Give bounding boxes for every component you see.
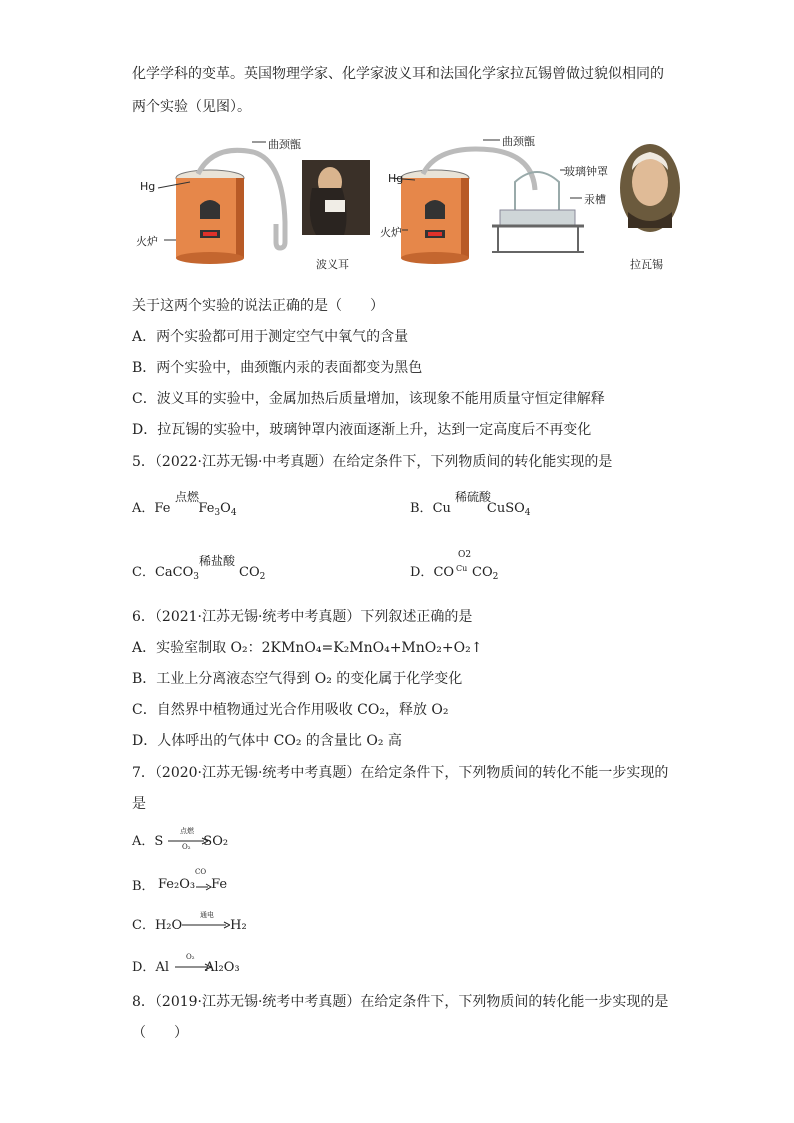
q7-b-cond-top: CO [195, 868, 207, 876]
q5-d-condition-bottom: Cu [456, 564, 468, 573]
q5-a-sub1: 3 [214, 508, 221, 518]
q7-d-letter: D． [132, 960, 156, 975]
boyle-portrait [302, 160, 370, 235]
q8-stem: 8．（2019·江苏无锡·统考中考真题）在给定条件下，下列物质间的转化能一步实现的是 [132, 994, 669, 1010]
q7-c-product: H₂ [230, 918, 247, 933]
left-furnace-label: 火炉 [136, 235, 158, 248]
bell-jar-apparatus [492, 172, 584, 252]
q5-c-letter: C． [132, 565, 155, 580]
q4-option-d: D．拉瓦锡的实验中，玻璃钟罩内液面逐渐上升，达到一定高度后不再变化 [132, 422, 592, 438]
q5-b-condition: 稀硫酸 [455, 490, 492, 504]
intro-line-1: 化学学科的变革。英国物理学家、化学家波义耳和法国化学家拉瓦锡曾做过貌似相同的 [132, 66, 664, 82]
bell-jar-label: 玻璃钟罩 [564, 165, 608, 178]
q6-option-a: A．实验室制取 O₂：2KMnO₄=K₂MnO₄+MnO₂+O₂↑ [132, 640, 483, 656]
q7-a-letter: A． [132, 834, 155, 849]
q6-option-b: B．工业上分离液态空气得到 O₂ 的变化属于化学变化 [132, 671, 463, 687]
q5-c-reactant: CaCO [154, 565, 194, 580]
q5-stem: 5．（2022·江苏无锡·中考真题）在给定条件下，下列物质间的转化能实现的是 [132, 454, 613, 470]
trough-label: 汞槽 [584, 193, 606, 206]
lavoisier-portrait [620, 144, 680, 232]
q5-b-reactant: Cu [432, 501, 451, 516]
q7-b-product: Fe [211, 877, 228, 892]
q5-a-sub2: 4 [230, 508, 237, 518]
q7-d-arrow [175, 961, 211, 973]
q5-a-product: Fe [198, 501, 215, 516]
q5-c-sub2: 2 [259, 572, 266, 582]
q4-option-a: A．两个实验都可用于测定空气中氧气的含量 [132, 329, 409, 345]
q5-a-condition: 点燃 [175, 490, 200, 504]
q5-c-condition: 稀盐酸 [199, 554, 236, 568]
q5-d-product: CO [472, 565, 493, 580]
q7-c-arrow [182, 919, 230, 931]
q5-d-condition-top [458, 550, 471, 560]
q7-d-reactant: Al [155, 960, 169, 975]
right-retort-label: 曲颈甑 [502, 135, 535, 148]
q5-d-o2-sub: 2 [465, 550, 472, 560]
q5-b-letter: B． [410, 501, 433, 516]
q8-answer-paren: （ ） [132, 1025, 188, 1041]
q5-c-sub1: 3 [193, 572, 199, 582]
q7-a-product: SO₂ [203, 834, 229, 849]
q7-b-reactant: Fe₂O₃ [158, 877, 196, 892]
q7-c-reactant: H₂O [154, 918, 183, 933]
q5-d-o2: O [458, 550, 466, 560]
experiment-figure [136, 130, 700, 275]
q5-a-o: O [220, 501, 231, 516]
q7-b-equation [158, 877, 227, 892]
q5-c-product: CO [239, 565, 260, 580]
q7-d-cond-top: O₂ [186, 953, 195, 961]
q5-option-d [410, 561, 498, 582]
right-furnace [401, 170, 469, 264]
q7-a-reactant: S [154, 834, 164, 849]
q7-c-letter: C． [132, 918, 155, 933]
apparatus-illustration [140, 130, 700, 275]
lavoisier-caption: 拉瓦锡 [630, 258, 663, 271]
q6-option-c: C．自然界中植物通过光合作用吸收 CO₂，释放 O₂ [132, 702, 449, 718]
q5-a-letter: A． [132, 501, 155, 516]
left-furnace [176, 170, 244, 264]
q6-stem: 6．（2021·江苏无锡·统考中考真题）下列叙述正确的是 [132, 609, 473, 625]
right-furnace-label: 火炉 [380, 226, 402, 239]
q4-option-c: C．波义耳的实验中，金属加热后质量增加，该现象不能用质量守恒定律解释 [132, 391, 605, 407]
q5-b-product: CuSO [486, 501, 525, 516]
q7-stem-line-2: 是 [132, 796, 146, 812]
q4-option-b: B．两个实验中，曲颈甑内汞的表面都变为黑色 [132, 360, 423, 376]
right-hg-label: Hg [388, 172, 404, 185]
q4-stem: 关于这两个实验的说法正确的是（ ） [132, 298, 384, 314]
q5-a-reactant: Fe [154, 501, 171, 516]
q7-stem-line-1: 7．（2020·江苏无锡·统考中考真题）在给定条件下，下列物质间的转化不能一步实现的 [132, 765, 669, 781]
left-retort-label: 曲颈甑 [268, 138, 301, 151]
q7-b-letter: B． [132, 879, 155, 894]
q5-b-sub: 4 [524, 508, 531, 518]
left-hg-label: Hg [140, 180, 156, 193]
q7-d-product: Al₂O₃ [204, 960, 240, 975]
q5-d-reactant: CO [433, 565, 455, 580]
q7-c-cond-top: 通电 [200, 911, 214, 919]
q7-option-b [132, 875, 155, 894]
q5-d-letter: D． [410, 565, 434, 580]
q6-option-d: D．人体呼出的气体中 CO₂ 的含量比 O₂ 高 [132, 733, 402, 749]
q7-a-cond-top: 点燃 [180, 827, 194, 835]
q7-b-arrow [196, 881, 212, 893]
intro-line-2: 两个实验（见图）。 [132, 99, 251, 115]
q7-a-cond-bottom: O₂ [182, 843, 191, 851]
q5-d-sub: 2 [492, 572, 499, 582]
boyle-caption: 波义耳 [316, 258, 349, 271]
